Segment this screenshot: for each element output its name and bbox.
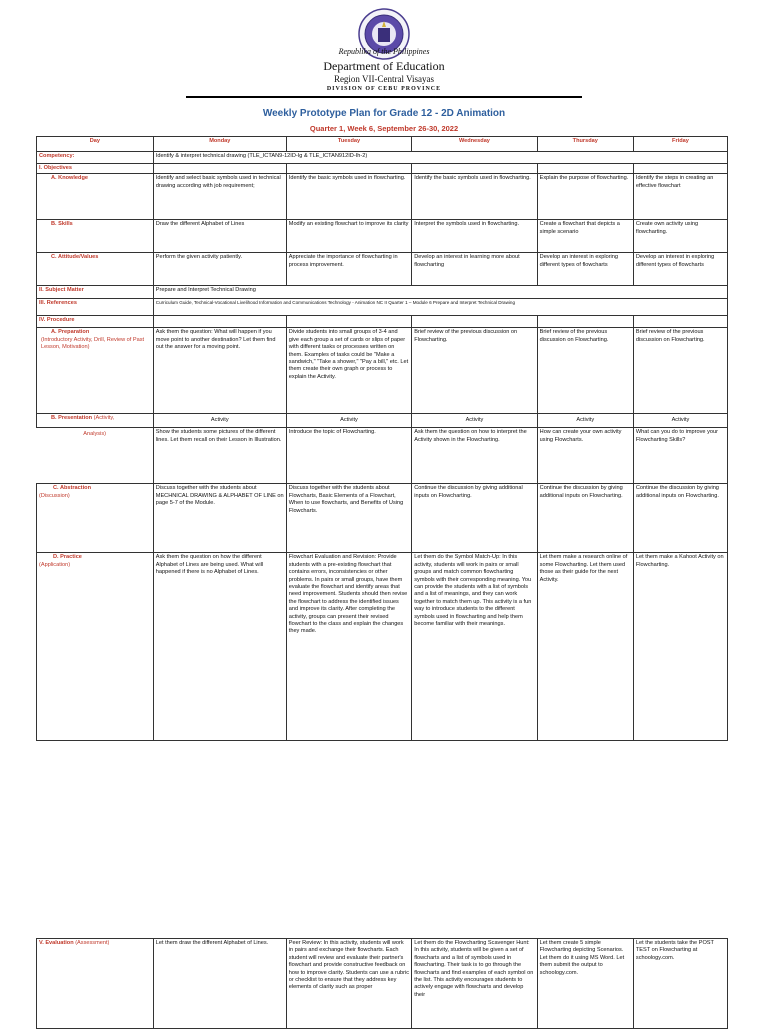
region-name: Region VII-Central Visayas	[333, 74, 435, 84]
practice-label: D. Practice	[53, 554, 82, 561]
evaluation-label: V. Evaluation	[39, 940, 74, 946]
table-cell: Brief review of the previous discussion on Flowcharting.	[412, 328, 537, 414]
table-cell: How can create your own activity using Flowcharts.	[537, 428, 633, 484]
table-cell: Continue the discussion by giving additional inputs on Flowcharting.	[537, 484, 633, 553]
subject-label: II. Subject Matter	[37, 286, 154, 299]
attitude-row	[37, 253, 728, 286]
preparation-row	[37, 328, 728, 414]
competency-label: Competency:	[37, 152, 154, 164]
table-cell: Identify the steps in creating an effective flowchart	[633, 174, 727, 220]
activity-label: Activity	[153, 414, 286, 428]
table-cell: Let them do the Symbol Match-Up: In this activity, students will work in pairs or small groups and match common flowcharting symbols with their corresponding meaning. You can provide the students with a list of symbols and a list of meanings, and they can work together to match them up. This activity is a fun way to introduce students to the different symbols used in flowcharting and help them become familiar with their meanings.	[412, 553, 537, 741]
presentation-row	[37, 428, 728, 484]
table-cell: Let them do the Flowcharting Scavenger Hunt: In this activity, students will be given a set of flowcharts and a list of symbols used in flowcharting. Their task is to go through the flowcharts and find examples of each symbol on the list. This activity encourages students to actively engage with flowcharts and develop their	[412, 939, 537, 1029]
table-cell: Ask them the question on how to interpret the Activity shown in the Flowcharting.	[412, 428, 537, 484]
presentation-label: B. Presentation	[51, 415, 93, 422]
table-cell: Identify the basic symbols used in flowcharting.	[286, 174, 411, 220]
lesson-plan-table	[36, 136, 728, 741]
subject-text: Prepare and Interpret Technical Drawing	[153, 286, 727, 299]
skills-row	[37, 220, 728, 253]
division-name: DIVISION OF CEBU PROVINCE	[326, 86, 442, 92]
evaluation-table	[36, 938, 728, 1029]
day-header-row	[37, 137, 728, 152]
objectives-label: I. Objectives	[37, 164, 154, 174]
practice-note: (Application)	[39, 561, 71, 568]
activity-label: Activity	[633, 414, 727, 428]
table-cell: Appreciate the importance of flowcharting in process improvement.	[286, 253, 411, 286]
references-label: III. References	[37, 299, 154, 316]
evaluation-row	[37, 939, 728, 1029]
table-cell: Show the students some pictures of the different lines. Let them recall on their Lesson in Illustration.	[153, 428, 286, 484]
table-cell: Introduce the topic of Flowcharting.	[286, 428, 411, 484]
abstraction-note: (Discussion)	[39, 492, 70, 499]
table-cell: Ask them the question: What will happen if you move point to another destination? Let them find out the answer for a moving point.	[153, 328, 286, 414]
header-day: Day	[37, 137, 154, 152]
table-cell: Let them make a Kahoot Activity on Flowcharting.	[633, 553, 727, 741]
objectives-row	[37, 164, 728, 174]
activity-label: Activity	[537, 414, 633, 428]
knowledge-row	[37, 174, 728, 220]
header-divider	[186, 96, 582, 98]
header-tuesday: Tuesday	[286, 137, 411, 152]
table-cell: Modify an existing flowchart to improve its clarity	[286, 220, 411, 253]
table-cell: Ask them the question on how the different Alphabet of Lines are being used. What will happened if there is no Alphabet of Lines.	[153, 553, 286, 741]
table-cell: Continue the discussion by giving additional inputs on Flowcharting.	[412, 484, 537, 553]
table-cell: Develop an interest in exploring different types of flowcharts	[537, 253, 633, 286]
competency-text: Identify & interpret technical drawing (TLE_ICTAN9-12ID-Ig & TLE_ICTAN912ID-Ih-2)	[153, 152, 727, 164]
preparation-label: A. Preparation	[51, 329, 90, 336]
skills-label: B. Skills	[37, 220, 154, 253]
table-cell: Let the students take the POST TEST on Flowcharting at schoology.com.	[633, 939, 727, 1029]
preparation-note: (Introductory Activity, Drill, Review of Past Lesson, Motivation)	[41, 336, 145, 351]
table-cell: Develop an interest in learning more about flowcharting	[412, 253, 537, 286]
table-cell: Brief review of the previous discussion on Flowcharting.	[537, 328, 633, 414]
procedure-row	[37, 316, 728, 328]
page-subtitle: Quarter 1, Week 6, September 26-30, 2022	[309, 124, 459, 133]
subject-row	[37, 286, 728, 299]
table-cell: Perform the given activity patiently.	[153, 253, 286, 286]
practice-row	[37, 553, 728, 741]
abstraction-row	[37, 484, 728, 553]
references-row	[37, 299, 728, 316]
table-cell: Draw the different Alphabet of Lines	[153, 220, 286, 253]
presentation-activity-row	[37, 414, 728, 428]
table-cell: Identify and select basic symbols used in technical drawing according with job requirement;	[153, 174, 286, 220]
header-monday: Monday	[153, 137, 286, 152]
department-name: Department of Education	[323, 59, 445, 73]
table-cell: Develop an interest in exploring different types of flowcharts	[633, 253, 727, 286]
presentation-note-2: Analysis)	[83, 431, 106, 438]
header-friday: Friday	[633, 137, 727, 152]
table-cell: Let them create 5 simple Flowcharting depicting Scenarios. Let them do it using MS Word. Let them submit the output to schoology.com.	[537, 939, 633, 1029]
table-cell: Let them make a research online of some Flowcharting. Let them used those as their guide for the next Activity.	[537, 553, 633, 741]
page-title: Weekly Prototype Plan for Grade 12 - 2D Animation	[262, 108, 506, 119]
competency-row	[37, 152, 728, 164]
table-cell: Divide students into small groups of 3-4 and give each group a set of cards or slips of paper with different tasks or processes written on them. Examples of tasks could be "Make a sandwich," "Take a shower," "Pay a bill," etc. Let them create their own graph or process to explain the Activity.	[286, 328, 411, 414]
table-cell: Brief review of the previous discussion on Flowcharting.	[633, 328, 727, 414]
activity-label: Activity	[286, 414, 411, 428]
attitude-label: C. Attitude/Values	[37, 253, 154, 286]
knowledge-label: A. Knowledge	[37, 174, 154, 220]
abstraction-label: C. Abstraction	[53, 485, 92, 492]
table-cell: Identify the basic symbols used in flowcharting.	[412, 174, 537, 220]
table-cell: Create a flowchart that depicts a simple scenario	[537, 220, 633, 253]
presentation-note: (Activity,	[93, 415, 115, 422]
table-cell: What can you do to improve your Flowcharting Skills?	[633, 428, 727, 484]
table-cell: Explain the purpose of flowcharting.	[537, 174, 633, 220]
table-cell: Flowchart Evaluation and Revision: Provide students with a pre-existing flowchart that contains errors, inconsistencies or other problems. In pairs or small groups, have them evaluate the flowchart and identify areas that need improvement. Students should then revise the flowchart to address the identified issues and improve its clarity. After completing the activity, groups can present their revised flowchart to the class and explain the changes they made.	[286, 553, 411, 741]
table-cell: Interpret the symbols used in flowcharting.	[412, 220, 537, 253]
table-cell: Discuss together with the students about MECHNICAL DRAWING & ALPHABET OF LINE on page 5-7 of the Module.	[153, 484, 286, 553]
table-cell: Create own activity using flowcharting.	[633, 220, 727, 253]
header-thursday: Thursday	[537, 137, 633, 152]
header-wednesday: Wednesday	[412, 137, 537, 152]
references-text: Curriculum Guide, Technical-Vocational Livelihood Information and Communications Technology - Animation NC II Quarter 1 – Module 6 Prepare and Interpret Technical Drawing	[153, 299, 727, 316]
republic-text: Republika of the Philippines	[338, 47, 430, 56]
activity-label: Activity	[412, 414, 537, 428]
table-cell: Discuss together with the students about Flowcharts, Basic Elements of a Flowchart, When to use flowcharts, and Benefits of Using Flowcharts.	[286, 484, 411, 553]
procedure-label: IV. Procedure	[37, 316, 154, 328]
table-cell: Peer Review: In this activity, students will work in pairs and exchange their flowcharts. Each student will review and evaluate their partner's flowchart and provide constructive feedback on how to improve clarity. Students can use a rubric or checklist to ensure that they address key elements of clarity such as proper	[286, 939, 411, 1029]
table-cell: Let them draw the different Alphabet of Lines.	[153, 939, 286, 1029]
evaluation-note: (Assessment)	[75, 940, 110, 946]
table-cell: Continue the discussion by giving additional inputs on Flowcharting.	[633, 484, 727, 553]
